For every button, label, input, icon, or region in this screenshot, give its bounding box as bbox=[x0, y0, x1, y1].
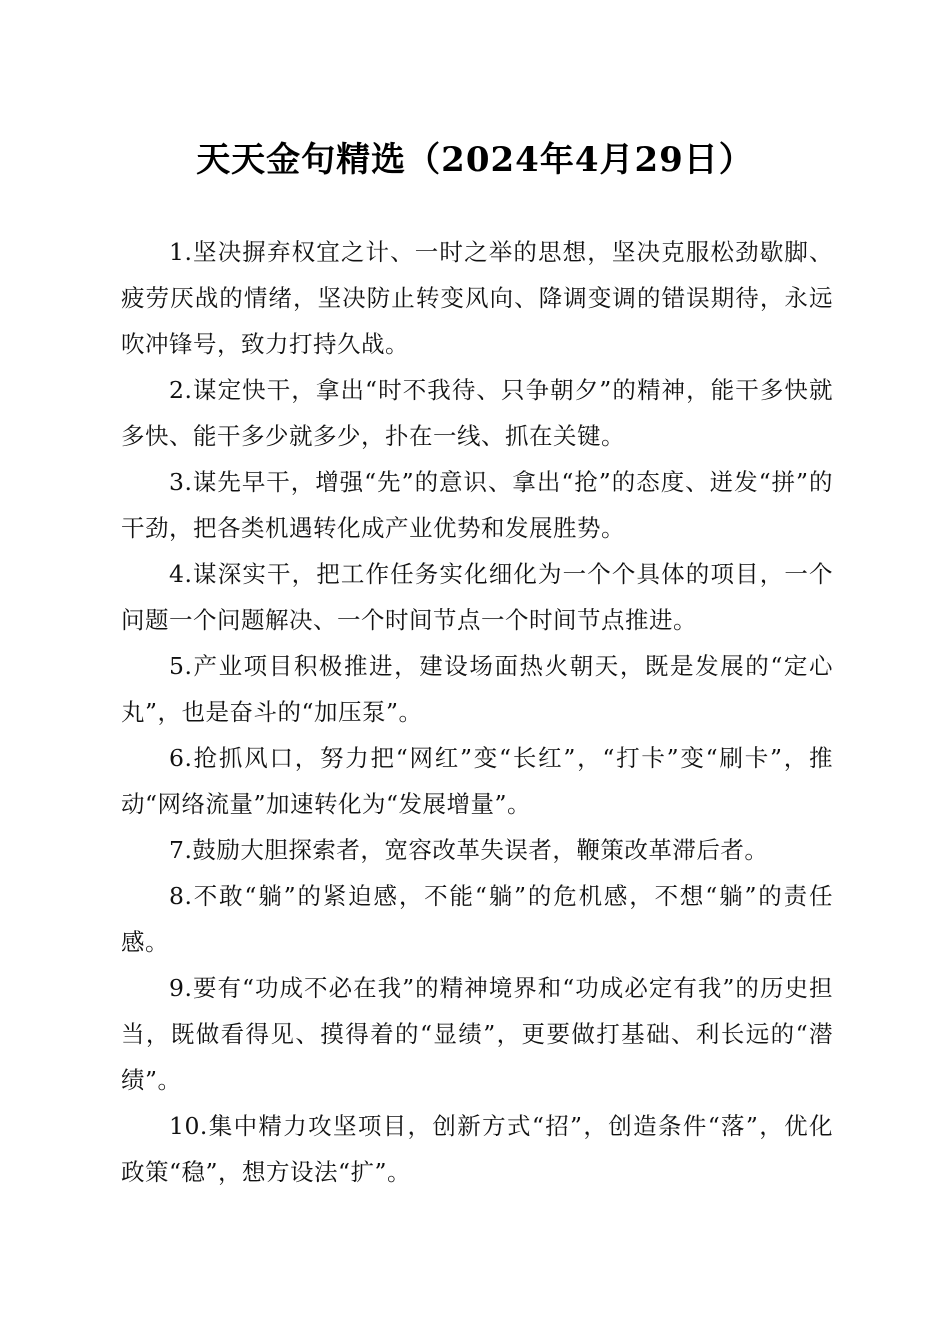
paragraph-6: 6.抢抓风口，努力把“网红”变“长红”，“打卡”变“刷卡”，推动“网络流量”加速转化为“发展增量”。 bbox=[121, 744, 833, 818]
paragraph-7: 7.鼓励大胆探索者，宽容改革失误者，鞭策改革滞后者。 bbox=[169, 836, 769, 864]
paragraph-2: 2.谋定快干，拿出“时不我待、只争朝夕”的精神，能干多快就多快、能干多少就多少，扑在一线、抓在关键。 bbox=[121, 376, 833, 450]
document-body bbox=[121, 229, 833, 1195]
page-title: 天天金句精选（2024年4月29日） bbox=[196, 140, 754, 180]
paragraph-8: 8.不敢“躺”的紧迫感，不能“躺”的危机感，不想“躺”的责任感。 bbox=[121, 882, 833, 956]
paragraph-4: 4.谋深实干，把工作任务实化细化为一个个具体的项目，一个问题一个问题解决、一个时间节点一个时间节点推进。 bbox=[121, 560, 833, 634]
paragraph-1: 1.坚决摒弃权宜之计、一时之举的思想，坚决克服松劲歇脚、疲劳厌战的情绪，坚决防止转变风向、降调变调的错误期待，永远吹冲锋号，致力打持久战。 bbox=[121, 238, 833, 358]
paragraph-10: 10.集中精力攻坚项目，创新方式“招”，创造条件“落”，优化政策“稳”，想方设法“扩”。 bbox=[121, 1112, 833, 1186]
paragraph-5: 5.产业项目积极推进，建设场面热火朝天，既是发展的“定心丸”，也是奋斗的“加压泵”。 bbox=[121, 652, 833, 726]
paragraph-3: 3.谋先早干，增强“先”的意识、拿出“抢”的态度、迸发“拼”的干劲，把各类机遇转化成产业优势和发展胜势。 bbox=[121, 468, 833, 542]
paragraph-9: 9.要有“功成不必在我”的精神境界和“功成必定有我”的历史担当，既做看得见、摸得着的“显绩”，更要做打基础、利长远的“潜绩”。 bbox=[121, 974, 833, 1094]
